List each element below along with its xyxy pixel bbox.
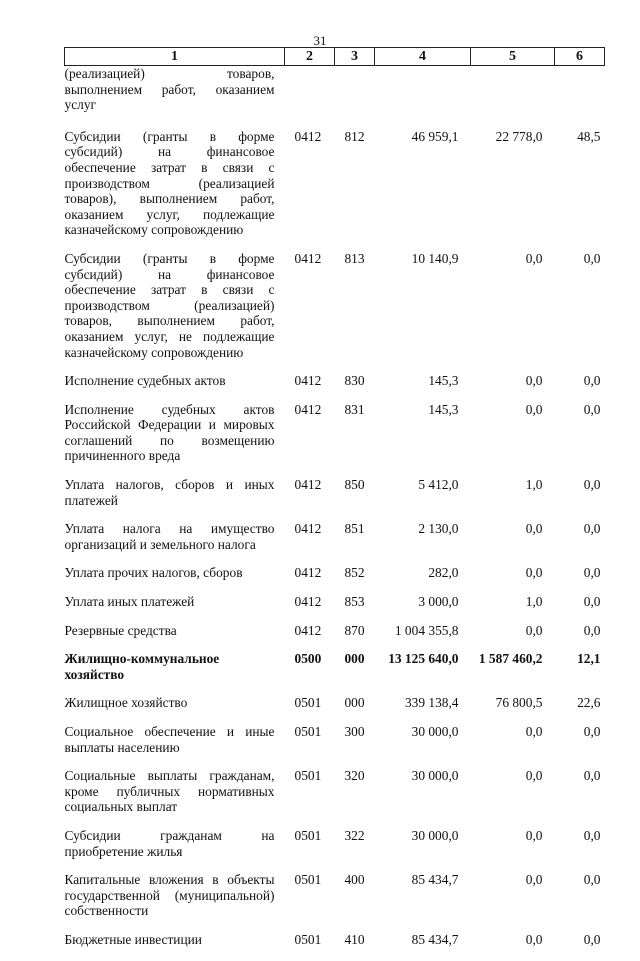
section-code: 0412 [294, 622, 322, 638]
execution-percent: 0,0 [583, 250, 601, 266]
row-label: Субсидии (гранты в форме субсидий) на финансовое обеспечение затрат в связи с производством (реализацией товаров), выполнением работ, оказанием услуг, подлежащие казначейскому сопровождению [64, 128, 275, 238]
section-code: 0501 [294, 827, 322, 843]
executed-amount [471, 66, 555, 129]
row-label: Уплата налогов, сборов и иных платежей [64, 477, 275, 508]
section-code: 0412 [294, 477, 322, 493]
executed-amount: 22 778,0 [495, 128, 543, 144]
expense-type-code: 831 [344, 401, 365, 417]
execution-percent [555, 66, 605, 129]
approved-amount: 5 412,0 [418, 477, 459, 493]
table-header-row [65, 48, 605, 66]
approved-amount: 85 434,7 [411, 872, 459, 888]
executed-amount: 0,0 [525, 768, 543, 784]
approved-amount [375, 66, 471, 129]
execution-percent: 0,0 [583, 477, 601, 493]
expense-type-code: 000 [344, 695, 365, 711]
row-label: Субсидии гражданам на приобретение жилья [64, 827, 275, 859]
expense-type-code: 853 [344, 594, 365, 610]
executed-amount: 1 587 460,2 [478, 651, 543, 667]
table-body [65, 66, 605, 961]
execution-percent: 12,1 [577, 651, 601, 667]
row-label: Уплата прочих налогов, сборов [64, 565, 243, 581]
section-code [285, 66, 335, 129]
executed-amount: 0,0 [525, 521, 543, 537]
section-code: 0412 [294, 594, 322, 610]
expense-type-code: 870 [344, 622, 365, 638]
approved-amount: 3 000,0 [418, 594, 459, 610]
row-label: Капитальные вложения в объекты государственной (муниципальной) собственности [64, 872, 275, 919]
executed-amount: 0,0 [525, 373, 543, 389]
section-code: 0501 [294, 695, 322, 711]
column-header: 6 [555, 48, 605, 66]
execution-percent: 0,0 [583, 872, 601, 888]
execution-percent: 0,0 [583, 565, 601, 581]
executed-amount: 0,0 [525, 565, 543, 581]
table-row [65, 651, 605, 695]
table-row [65, 724, 605, 768]
executed-amount: 0,0 [525, 872, 543, 888]
executed-amount: 0,0 [525, 401, 543, 417]
row-label: Жилищное хозяйство [64, 695, 188, 711]
row-label: Жилищно-коммунальное хозяйство [64, 651, 220, 682]
table-row [65, 402, 605, 477]
executed-amount: 1,0 [525, 477, 543, 493]
row-label: Социальное обеспечение и иные выплаты населению [64, 724, 275, 755]
table-row [65, 623, 605, 652]
executed-amount: 0,0 [525, 622, 543, 638]
executed-amount: 0,0 [525, 931, 543, 947]
expense-type-code: 852 [344, 565, 365, 581]
budget-table [64, 47, 605, 961]
approved-amount: 145,3 [428, 401, 459, 417]
row-label: Социальные выплаты гражданам, кроме публичных нормативных социальных выплат [64, 768, 275, 815]
execution-percent: 0,0 [583, 594, 601, 610]
execution-percent: 0,0 [583, 827, 601, 843]
execution-percent: 0,0 [583, 521, 601, 537]
section-code: 0501 [294, 724, 322, 739]
approved-amount: 85 434,7 [411, 931, 459, 947]
approved-amount: 30 000,0 [411, 768, 459, 784]
table-row [65, 828, 605, 872]
table-row [65, 251, 605, 373]
expense-type-code: 400 [344, 872, 365, 888]
expense-type-code: 410 [344, 931, 365, 947]
page-number: 31 [313, 33, 327, 48]
column-header: 5 [471, 48, 555, 66]
row-label: Уплата налога на имущество организаций и земельного налога [64, 521, 275, 552]
table-row [65, 66, 605, 129]
row-label: (реализацией) товаров, выполнением работ, оказанием услуг [64, 66, 275, 113]
row-label: Субсидии (гранты в форме субсидий) на финансовое обеспечение затрат в связи с производством (реализацией) товаров, выполнением работ, оказанием услуг, не подлежащие казначейскому сопровождению [64, 250, 275, 360]
approved-amount: 2 130,0 [418, 521, 459, 537]
executed-amount: 0,0 [525, 250, 543, 266]
approved-amount: 30 000,0 [411, 724, 459, 739]
row-label: Бюджетные инвестиции [64, 931, 202, 947]
table-row [65, 872, 605, 932]
expense-type-code: 300 [344, 724, 365, 739]
expense-type-code: 812 [344, 128, 365, 144]
section-code: 0412 [294, 521, 322, 537]
execution-percent: 22,6 [577, 695, 601, 711]
approved-amount: 339 138,4 [404, 695, 459, 711]
execution-percent: 0,0 [583, 768, 601, 784]
table-row [65, 932, 605, 961]
execution-percent: 0,0 [583, 724, 601, 739]
approved-amount: 46 959,1 [411, 128, 459, 144]
column-header: 4 [375, 48, 471, 66]
column-header: 1 [65, 48, 285, 66]
executed-amount: 0,0 [525, 724, 543, 739]
execution-percent: 0,0 [583, 931, 601, 947]
row-label: Исполнение судебных актов [64, 373, 226, 389]
executed-amount: 76 800,5 [495, 695, 543, 711]
approved-amount: 13 125 640,0 [388, 651, 459, 667]
column-header: 3 [335, 48, 375, 66]
section-code: 0501 [294, 872, 322, 888]
section-code: 0412 [294, 401, 322, 417]
expense-type-code: 851 [344, 521, 365, 537]
expense-type-code [335, 66, 375, 129]
column-header: 2 [285, 48, 335, 66]
table-row [65, 565, 605, 594]
section-code: 0501 [294, 768, 322, 784]
table-row [65, 129, 605, 251]
expense-type-code: 830 [344, 373, 365, 389]
section-code: 0412 [294, 128, 322, 144]
table-row [65, 695, 605, 724]
approved-amount: 1 004 355,8 [394, 622, 459, 638]
table-row [65, 594, 605, 623]
section-code: 0412 [294, 250, 322, 266]
section-code: 0412 [294, 373, 322, 389]
table-row [65, 521, 605, 565]
approved-amount: 145,3 [428, 373, 459, 389]
expense-type-code: 813 [344, 250, 365, 266]
row-label: Уплата иных платежей [64, 594, 195, 610]
section-code: 0500 [294, 651, 322, 667]
execution-percent: 48,5 [577, 128, 601, 144]
table-row [65, 477, 605, 521]
approved-amount: 282,0 [428, 565, 459, 581]
section-code: 0501 [294, 931, 322, 947]
expense-type-code: 320 [344, 768, 365, 784]
executed-amount: 1,0 [525, 594, 543, 610]
row-label: Резервные средства [64, 622, 177, 638]
expense-type-code: 850 [344, 477, 365, 493]
row-label: Исполнение судебных актов Российской Федерации и мировых соглашений по возмещению причиненного вреда [64, 401, 275, 464]
execution-percent: 0,0 [583, 373, 601, 389]
expense-type-code: 322 [344, 827, 365, 843]
execution-percent: 0,0 [583, 622, 601, 638]
table-row [65, 768, 605, 828]
expense-type-code: 000 [344, 651, 365, 667]
executed-amount: 0,0 [525, 827, 543, 843]
approved-amount: 30 000,0 [411, 827, 459, 843]
table-row [65, 373, 605, 402]
execution-percent: 0,0 [583, 401, 601, 417]
approved-amount: 10 140,9 [411, 250, 459, 266]
section-code: 0412 [294, 565, 322, 581]
